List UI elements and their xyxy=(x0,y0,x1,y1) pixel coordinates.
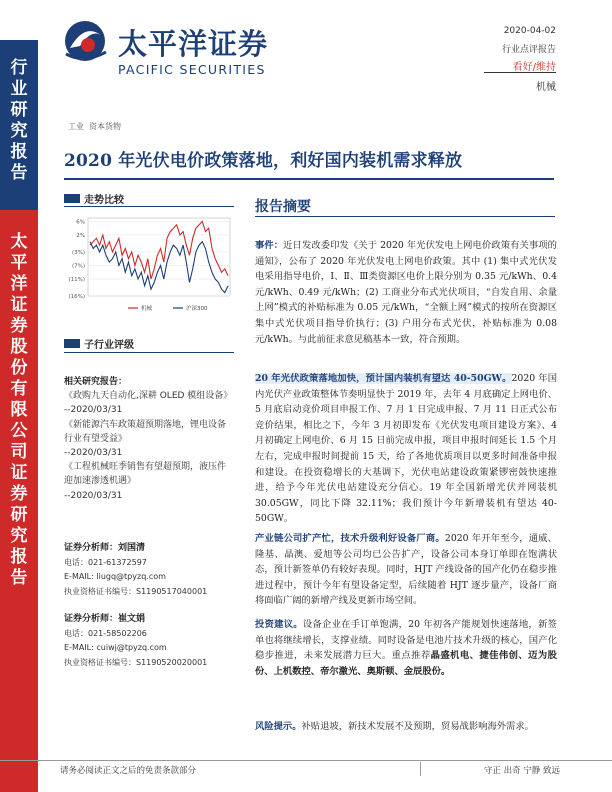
page-title: 2020 年光伏电价政策落地，利好国内装机需求释放 xyxy=(64,151,463,171)
analyst-phone: 电话：021-58502206 xyxy=(64,628,147,638)
analyst-license: 执业资格证书编号：S1190520020001 xyxy=(64,657,208,667)
sidebar-top-char: 研 xyxy=(10,100,28,120)
sidebar-top-label xyxy=(0,58,38,184)
sidebar-bottom-char: 平 xyxy=(10,253,28,273)
analyst-email[interactable]: E-MAIL: cuiwj@tpyzq.com xyxy=(64,643,167,653)
related-report-date: --2020/03/31 xyxy=(64,448,123,459)
section-marker xyxy=(64,194,80,203)
sub-rating-heading xyxy=(64,336,134,351)
chart-ytick-label: (7%) xyxy=(71,263,85,270)
expansion-heading: 产业链公司扩产忙，技术升级利好设备厂商。 xyxy=(255,533,445,544)
footer-divider xyxy=(0,760,612,761)
report-type: 行业点评报告 xyxy=(501,45,556,55)
sidebar-bottom-char: 洋 xyxy=(10,274,28,294)
event-text: 近日发改委印发《关于 2020 年光伏发电上网电价政策有关事项的通知》，公布了 2020 年光伏发电上网电价政策。其中 (1) 集中式光伏发电采用指导电价，Ⅰ、Ⅱ、Ⅲ类资源区电价上限分别为 0.35 元/kWh、0.4 元/kWh、0.49 元/kWh；(2) 工商业分布式光伏项目，“自发自用、余量上网”模式的补贴标准为 0.05 元/kWh，“全额上网”模式的按所在资源区集中式光伏项目指导价执行；(3) 户用分布式光伏，补贴标准为 0.08 元/kWh。与此前征求意见稿基本一致，符合预期。 xyxy=(255,240,557,345)
trend-heading xyxy=(64,191,124,206)
related-report-link[interactable]: 《政购九天自动化,深耕 OLED 模组设备》 xyxy=(64,391,233,402)
chart-ytick-label: (3%) xyxy=(71,250,85,257)
analyst-block xyxy=(64,541,232,599)
event-label: 事件： xyxy=(255,240,284,251)
footer-disclaimer: 请务必阅读正文之后的免责条款部分 xyxy=(60,766,197,776)
analyst-phone: 电话：021-61372597 xyxy=(64,557,147,567)
investment-heading: 投资建议。 xyxy=(255,619,303,630)
chart-series-line xyxy=(90,242,228,293)
analyst-name: 证券分析师：崔文娟 xyxy=(64,614,146,624)
chart-ytick-label: (11%) xyxy=(68,277,85,284)
risk-paragraph xyxy=(255,719,557,735)
chart-ytick-label: (16%) xyxy=(68,294,85,301)
related-report-date: --2020/03/31 xyxy=(64,405,123,416)
chart-series-line xyxy=(90,221,228,279)
investment-paragraph xyxy=(255,617,557,679)
header-divider xyxy=(484,72,556,73)
solar-text: 2020 年国内光伏产业政策整体节奏明显快于 2019 年，去年 4 月底确定上网电价、5 月底启动竞价项目申报工作、7 月 1 日完成申报、7 月 11 日正式公布竞价结果，相比之下，今年 3 月初即发布《光伏发电项目建设方案》、4 月初确定上网电价、6 月 15 日前完成申报，项目申报时间延长 1.5 个月左右，完成申报时间提前 15 天，给了各地优质项目以更多时间准备申报和建设。在投资稳增长的大基调下，光伏电站建设政策紧锣密鼓快速推进，给予今年光伏电站建设充分信心。19 年全国新增光伏并网装机 30.05GW，同比下降 32.11%；我们预计今年新增装机有望达 40-50GW。 xyxy=(255,373,557,525)
summary-divider xyxy=(255,216,555,217)
sidebar-top-char: 业 xyxy=(10,79,28,99)
related-report-link[interactable]: 《工程机械旺季销售有望超预期，液压件迎加速渗透机遇》 xyxy=(64,462,227,487)
related-report-link[interactable]: 《新能源汽车政策超预期落地，锂电设备行业有望受益》 xyxy=(64,419,227,444)
solar-paragraph xyxy=(255,371,557,527)
chart-legend-label: 沪深300 xyxy=(186,306,208,312)
sidebar-bottom-char: 证 xyxy=(10,463,28,483)
sidebar-bottom-char: 有 xyxy=(10,379,28,399)
sidebar-bottom-char: 司 xyxy=(10,442,28,462)
chart-legend-label: 机械 xyxy=(141,306,153,312)
related-heading: 相关研究报告： xyxy=(64,377,128,387)
sidebar-bottom-char: 限 xyxy=(10,400,28,420)
sidebar-bottom-char: 告 xyxy=(10,568,28,588)
breadcrumb xyxy=(68,121,126,132)
sidebar-top-char: 告 xyxy=(10,163,28,183)
analyst-block xyxy=(64,612,232,670)
analyst-license: 执业资格证书编号：S1190517040001 xyxy=(64,586,208,596)
investment-text: 设备企业在手订单饱满，20 年初各产能规划快速落地，新签单也将继续增长，支撑业绩。同时设备是电池片技术升级的核心，国产化稳步推进，未来发展潜力巨大。重点推荐 xyxy=(255,619,557,662)
sidebar-bottom-char: 券 xyxy=(10,484,28,504)
sidebar-top-char: 究 xyxy=(10,121,28,141)
trend-heading-rule xyxy=(64,206,234,207)
sidebar-bottom-char: 股 xyxy=(10,337,28,357)
solar-heading: 20 年光伏政策落地加快，预计国内装机有望达 40-50GW。 xyxy=(255,373,512,384)
investment-picks: 晶盛机电、捷佳伟创、迈为股份、上机数控、帝尔激光、奥斯顿、金辰股份。 xyxy=(255,650,557,677)
sector-label: 机械 xyxy=(536,82,556,93)
expansion-paragraph xyxy=(255,531,557,609)
sidebar-top-char: 报 xyxy=(10,142,28,162)
sub-rating-heading-text: 子行业评级 xyxy=(84,340,134,351)
event-paragraph xyxy=(255,238,557,347)
title-divider xyxy=(64,178,554,180)
sidebar-top-char: 行 xyxy=(10,58,28,78)
section-marker xyxy=(64,339,80,348)
breadcrumb-item: 资本货物 xyxy=(89,122,121,131)
chart-ytick-label: 6% xyxy=(76,219,85,226)
rating-badge: 看好/维持 xyxy=(512,62,556,73)
trend-heading-text: 走势比较 xyxy=(84,195,124,206)
sidebar-bottom-char: 证 xyxy=(10,295,28,315)
sidebar-bottom-char: 研 xyxy=(10,505,28,525)
trend-chart xyxy=(64,212,234,318)
sidebar-bottom-label xyxy=(0,232,38,589)
footer-separator xyxy=(420,762,421,776)
summary-heading: 报告摘要 xyxy=(255,199,311,215)
risk-text: 补贴退坡，新技术发展不及预期，贸易战影响海外需求。 xyxy=(301,721,534,732)
risk-heading: 风险提示。 xyxy=(255,721,302,732)
sub-rating-rule xyxy=(64,352,234,353)
related-report-date: --2020/03/31 xyxy=(64,490,123,501)
sidebar-bottom-char: 公 xyxy=(10,421,28,441)
analyst-name: 证券分析师：刘国清 xyxy=(64,543,146,553)
company-logo-icon xyxy=(62,18,108,64)
sidebar-bottom-char: 太 xyxy=(10,232,28,252)
report-date: 2020-04-02 xyxy=(503,26,556,36)
chart-ytick-label: 2% xyxy=(76,233,85,240)
sidebar-bottom-char: 券 xyxy=(10,316,28,336)
brand-name-en: PACIFIC SECURITIES xyxy=(118,62,266,77)
brand-name-cn: 太平洋证券 xyxy=(118,27,269,61)
breadcrumb-item: 工业 xyxy=(68,122,84,131)
sidebar-bottom-char: 究 xyxy=(10,526,28,546)
analyst-email[interactable]: E-MAIL: liugq@tpyzq.com xyxy=(64,572,166,582)
related-reports xyxy=(64,375,232,503)
sidebar-bottom-char: 报 xyxy=(10,547,28,567)
expansion-text: 2020 年开年至今，通威、隆基、晶澳、爱旭等公司均已公告扩产，设备公司本身订单即在饱满状态，预计新签单仍有较好表现。同时，HJT 产线设备的国产化仍在稳步推进过程中，预计今年有望设备定型，后续随着 HJT 逐步量产，设备厂商将面临广阔的新增产线及更新市场空间。 xyxy=(255,533,557,607)
footer-motto: 守正 出奇 宁静 致远 xyxy=(483,766,560,776)
sidebar-bottom-char: 份 xyxy=(10,358,28,378)
